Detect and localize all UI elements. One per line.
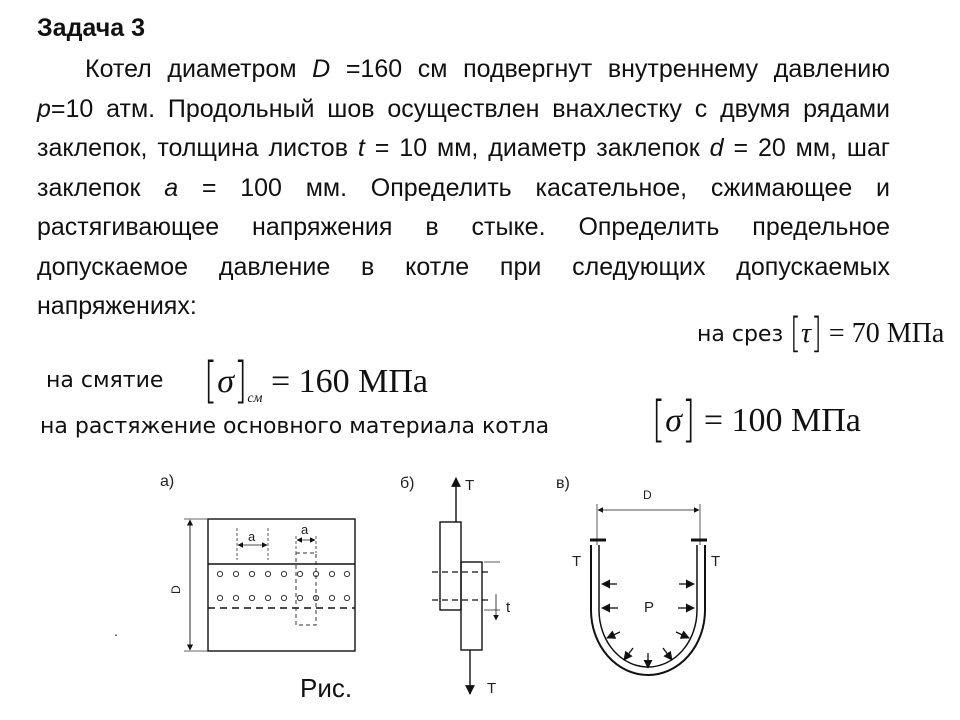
tension-label: на растяжение основного материала котла — [40, 414, 550, 439]
force-bottom-label: T — [487, 680, 497, 697]
diameter-label-c: D — [643, 488, 652, 502]
force-right-label: T — [711, 553, 721, 570]
figure-a — [160, 473, 355, 651]
bearing-formula: $[\sigma]_{см} = 160$ МПа — [204, 352, 429, 410]
bearing-label: на смятие — [46, 368, 164, 393]
stray-dot: . — [114, 623, 118, 639]
lower-plate — [461, 562, 482, 650]
figure-b — [400, 475, 511, 697]
diameter-label: D — [169, 585, 183, 594]
pressure-arrows — [602, 584, 694, 668]
force-top-label: T — [465, 477, 475, 494]
plate-rect — [208, 519, 355, 651]
upper-plate — [440, 522, 461, 610]
rivet-row-1 — [217, 571, 349, 576]
shear-label: на срез — [697, 322, 784, 347]
problem-statement: Котел диаметром D =160 см подвергнут внутреннему давлению p=10 атм. Продольный шов осуществлен внахлестку с двумя рядами заклепок, толщина листов t = 10 мм, диаметр заклепок d = 20 мм, шаг заклепок a = 100 мм. Определить касательное, сжимающее и растягивающее напряжения в стыке. Определить предельное допускаемое давление в котле при следующих допускаемых напряжениях: — [37, 55, 891, 320]
task-title: Задача 3 — [37, 14, 145, 42]
pitch-label-1: a — [248, 529, 256, 544]
force-left-label: T — [572, 553, 582, 570]
figure-caption: Рис. — [300, 673, 353, 703]
figure-c — [556, 475, 720, 675]
pitch-label-2: a — [301, 522, 309, 537]
shear-formula: [τ] = 70 МПа — [790, 308, 945, 357]
figure-b-label: б) — [400, 475, 415, 492]
tension-formula: [σ] = 100 МПа — [652, 391, 861, 449]
figure-c-label: в) — [556, 475, 570, 492]
rivet-row-2 — [217, 595, 349, 600]
figure-a-label: а) — [160, 473, 175, 490]
thickness-label: t — [506, 599, 511, 616]
pressure-label: P — [644, 599, 655, 616]
